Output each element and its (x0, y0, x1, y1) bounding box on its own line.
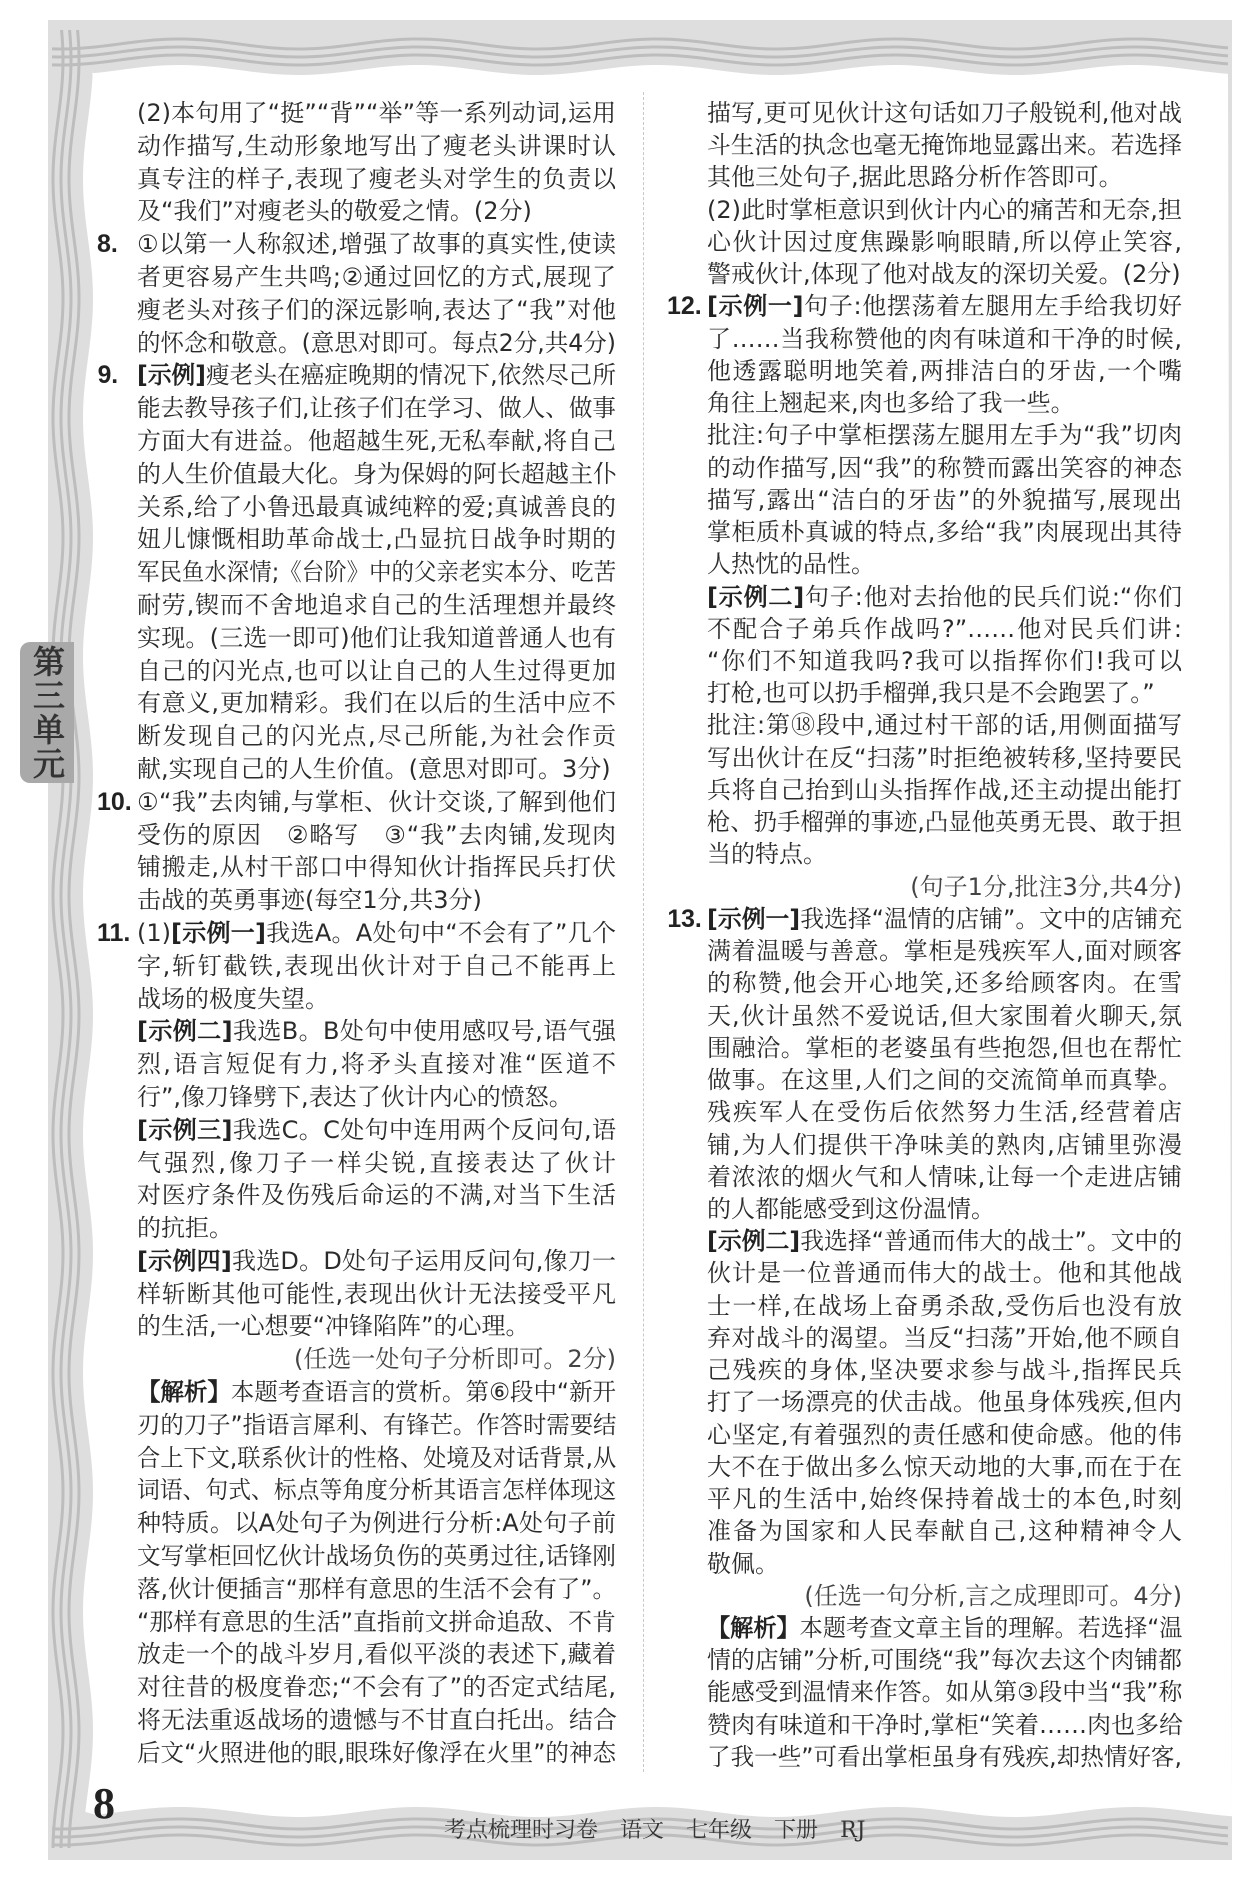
text-line (707, 194, 1182, 226)
text-line (137, 261, 616, 294)
line-text: 打枪,也可以扔手榴弹,我只是不会跑罢了。” (707, 679, 1155, 708)
text-line (707, 484, 1182, 516)
line-text: 情的店铺”分析,可围绕“我”每次去这个肉铺都 (707, 1646, 1182, 1675)
text-line (667, 903, 1183, 935)
text-line (707, 516, 1182, 548)
line-text: 句子:他摆荡着左腿用左手给我切好 (803, 292, 1182, 321)
text-line (707, 806, 1182, 838)
text-line (707, 581, 1182, 613)
text-line (137, 1638, 616, 1671)
footer-grade: 七年级 (686, 1818, 753, 1843)
line-text: 斗生活的执念也毫无掩饰地显露出来。若选择 (707, 131, 1182, 160)
text-line (707, 1676, 1182, 1708)
text-line (707, 1257, 1182, 1289)
example-tag: [示例] (137, 361, 206, 390)
text-line (137, 130, 616, 163)
question-number: 12. (667, 292, 702, 321)
line-text: 己残疾的身体,坚决要求参与战斗,指挥民兵 (707, 1356, 1182, 1385)
text-line (707, 1354, 1182, 1386)
text-line (137, 622, 616, 655)
text-line (707, 1419, 1182, 1451)
text-line (707, 387, 1182, 419)
example-tag: [示例一] (171, 918, 267, 947)
line-text: (2)本句用了“挺”“背”“举”等一系列动词,运用 (137, 99, 616, 127)
text-line (137, 1671, 616, 1704)
example-tag: [示例一] (707, 292, 804, 321)
text-line (137, 425, 616, 458)
score-note: (任选一处句子分析即可。2分) (294, 1345, 616, 1374)
line-text: 者更容易产生共鸣;②通过回忆的方式,展现了 (137, 262, 616, 291)
footer-volume: 下册 (774, 1818, 819, 1843)
text-line (707, 709, 1182, 741)
text-line (707, 1032, 1182, 1064)
line-text: 文写掌柜回忆伙计战场负伤的英勇过往,话锋刚 (137, 1542, 616, 1571)
text-line (707, 161, 1182, 193)
text-line (137, 1048, 616, 1081)
line-text: 字,斩钉截铁,表现出伙计对于自己不能再上 (137, 951, 616, 980)
text-line (137, 1310, 616, 1343)
line-text: 妞儿慷慨相助革命战士,凸显抗日战争时期的 (137, 525, 616, 554)
line-text: 关系,给了小鲁迅最真诚纯粹的爱;真诚善良的 (137, 492, 616, 521)
text-line (707, 677, 1182, 709)
text-line (137, 851, 616, 884)
text-line (707, 1644, 1182, 1676)
text-line (137, 195, 616, 228)
text-line (707, 1322, 1182, 1354)
text-line (137, 819, 616, 852)
text-line (707, 129, 1182, 161)
text-line (137, 1606, 616, 1639)
line-text: 合上下文,联系伙计的性格、处境及对话背景,从 (137, 1443, 617, 1472)
text-line (137, 753, 616, 786)
line-text: 样斩断其他可能性,表现出伙计无法接受平凡 (137, 1279, 616, 1308)
line-text: 铺,为人们提供干净味美的熟肉,店铺里弥漫 (707, 1130, 1182, 1159)
line-text: 准备为国家和人民奉献自己,这种精神令人 (707, 1517, 1182, 1546)
line-text: 他透露聪明地笑着,两排洁白的牙齿,一个嘴 (707, 356, 1182, 385)
text-line (707, 1193, 1182, 1225)
line-text: 的动作描写,因“我”的称赞而露出笑容的神态 (707, 453, 1182, 482)
line-text: 献,实现自己的人生价值。(意思对即可。3分) (137, 754, 611, 783)
footer-book-title: 考点梳理时习卷 (444, 1818, 599, 1843)
score-note: (句子1分,批注3分,共4分) (910, 872, 1182, 901)
text-line (707, 1290, 1182, 1322)
text-line (707, 1096, 1182, 1128)
line-text: 写出伙计在反“扫荡”时拒绝被转移,坚持要民 (707, 743, 1182, 772)
text-line (707, 774, 1182, 806)
example-tag: 【解析】 (707, 1614, 800, 1643)
text-line (137, 1114, 616, 1147)
text-line (137, 523, 616, 556)
line-text: 不配合子弟兵作战吗?”……他对民兵们讲: (707, 614, 1182, 643)
question-number: 8. (97, 230, 118, 259)
text-line (137, 1179, 616, 1212)
text-line (137, 983, 616, 1016)
line-text: 警戒伙计,体现了他对战友的深切关爱。(2分) (707, 260, 1181, 289)
text-line (707, 1741, 1182, 1773)
line-text: 词语、句式、标点等角度分析其语言怎样体现这 (137, 1476, 616, 1505)
line-text: 的人生价值最大化。身为保姆的阿长超越主仆 (137, 459, 617, 488)
text-line (137, 327, 616, 360)
text-line (707, 613, 1182, 645)
text-line (707, 323, 1182, 355)
example-tag: [示例一] (707, 904, 801, 933)
line-text: 战场的极度失望。 (137, 984, 329, 1013)
text-line (707, 935, 1182, 967)
line-text: 满着温暖与善意。掌柜是残疾军人,面对顾客 (707, 937, 1182, 966)
text-line (97, 917, 617, 950)
text-line (137, 950, 616, 983)
text-line (137, 1442, 616, 1475)
line-text: 我选择“普通而伟大的战士”。文中的 (800, 1227, 1183, 1256)
line-text: 能去教导孩子们,让孩子们在学习、做人、做事 (137, 394, 616, 423)
text-line (707, 258, 1182, 290)
line-text: 耐劳,锲而不舍地追求自己的生活理想并最终 (137, 590, 616, 619)
text-line (707, 967, 1182, 999)
line-text: 行”,像刀锋劈下,表达了伙计内心的愤怒。 (137, 1082, 573, 1111)
answer-column-right (667, 97, 1184, 1773)
text-line (137, 97, 616, 130)
line-text: 动作描写,生动形象地写出了瘦老头讲课时认 (137, 131, 616, 160)
text-line (97, 228, 616, 261)
text-line (137, 163, 616, 196)
line-text: 残疾军人在受伤后依然努力生活,经营着店 (707, 1098, 1182, 1127)
text-line (707, 1064, 1182, 1096)
footer-subject: 语文 (620, 1818, 665, 1843)
line-text: 做事。在这里,人们之间的交流简单而真挚。 (707, 1066, 1182, 1095)
text-line (137, 1409, 616, 1442)
example-tag: [示例二] (137, 1017, 233, 1046)
text-line (137, 294, 616, 327)
line-text: 我选择“温情的店铺”。文中的店铺充 (800, 904, 1183, 933)
text-line (137, 556, 616, 589)
line-text: 自己的闪光点,也可以让自己的人生过得更加 (137, 656, 616, 685)
page-number: 8 (93, 1779, 115, 1828)
line-text: 弃对战斗的渴望。当反“扫荡”开始,他不顾自 (707, 1323, 1182, 1352)
line-text: 刃的刀子”指语言犀利、有锋芒。作答时需要结 (137, 1410, 617, 1439)
line-text: 击战的英勇事迹(每空1分,共3分) (137, 886, 482, 915)
line-text: 将无法重返战场的遗憾与不甘直白托出。结合 (137, 1706, 617, 1735)
line-text: 赞肉有味道和干净时,掌柜“笑着……肉也多给 (707, 1710, 1184, 1739)
text-line (137, 1573, 616, 1606)
line-text: 天,伙计虽然不爱说话,但大家围着火聊天,氛 (707, 1001, 1182, 1030)
line-text: 气强烈,像刀子一样尖锐,直接表达了伙计 (137, 1148, 616, 1177)
example-tag: [示例二] (707, 1227, 801, 1256)
text-line (707, 226, 1182, 258)
line-text: 能感受到温情来作答。如从第③段中当“我”称 (707, 1678, 1183, 1707)
line-text: 的怀念和敬意。(意思对即可。每点2分,共4分) (137, 328, 616, 357)
question-number: 10. (97, 787, 132, 816)
sub-question-label: (1) (137, 918, 171, 947)
line-text: 角往上翘起来,肉也多给了我一些。 (707, 389, 1075, 418)
question-number: 11. (97, 918, 131, 947)
line-text: 句子:他对去抬他的民兵们说:“你们 (804, 582, 1183, 611)
line-text: 对医疗条件及伤残后命运的不满,对当下生活 (137, 1181, 616, 1210)
unit-side-tab-label: 第三单元 (28, 644, 66, 781)
line-text: 方面大有进益。他超越生死,无私奉献,将自己 (137, 426, 616, 455)
line-text: 了……当我称赞他的肉有味道和干净的时候, (707, 324, 1182, 353)
page-footer (430, 1788, 887, 1844)
example-tag: [示例四] (137, 1246, 232, 1275)
text-line (137, 1278, 616, 1311)
text-line (137, 1704, 616, 1737)
text-line (707, 1225, 1182, 1257)
text-line (137, 1147, 616, 1180)
line-text: 其他三处句子,据此思路分析作答即可。 (707, 163, 1123, 192)
line-text: 有意义,更加精彩。我们在以后的生活中应不 (137, 689, 616, 718)
line-text: 我选D。D处句子运用反问句,像刀一 (231, 1246, 617, 1275)
text-line (137, 458, 616, 491)
line-text: 的生活,一心想要“冲锋陷阵”的心理。 (137, 1312, 530, 1341)
text-line (707, 452, 1182, 484)
line-text: 的人都能感受到这份温情。 (707, 1194, 995, 1223)
line-text: 当的特点。 (707, 840, 827, 869)
text-line (137, 1507, 616, 1540)
text-line (707, 419, 1182, 451)
text-line (137, 1474, 616, 1507)
text-line (137, 720, 616, 753)
line-text: 受伤的原因 ②略写 ③“我”去肉铺,发现肉 (137, 820, 616, 849)
text-line (137, 1737, 616, 1770)
text-line (707, 355, 1182, 387)
line-text: (2)此时掌柜意识到伙计内心的痛苦和无奈,担 (707, 195, 1182, 224)
line-text: 烈,语言短促有力,将矛头直接对准“医道不 (137, 1050, 616, 1079)
text-line (707, 97, 1182, 129)
text-line (137, 884, 616, 917)
line-text: 打了一场漂亮的伏击战。他虽身体残疾,但内 (707, 1388, 1182, 1417)
line-text: “你们不知道我吗?我可以指挥你们!我可以 (707, 646, 1182, 675)
line-text: 放走一个的战斗岁月,看似平淡的表述下,藏着 (137, 1640, 616, 1669)
text-line (137, 589, 616, 622)
line-text: 的抗拒。 (137, 1214, 233, 1243)
question-number: 9. (97, 361, 119, 390)
line-text: 心伙计因过度焦躁影响眼睛,所以停止笑容, (707, 227, 1182, 256)
line-text: 兵将自己抬到山头指挥作战,还主动提出能打 (707, 775, 1182, 804)
example-tag: [示例二] (707, 582, 805, 611)
line-text: 伙计是一位普通而伟大的战士。他和其他战 (707, 1259, 1182, 1288)
text-line (707, 1515, 1182, 1547)
text-line (97, 786, 616, 819)
text-line (707, 1161, 1182, 1193)
text-line (707, 1000, 1182, 1032)
text-line (707, 1548, 1182, 1580)
text-line (137, 1015, 616, 1048)
line-text: 断发现自己的闪光点,尽己所能,为社会作贡 (137, 722, 616, 751)
line-text: 落,伙计便插言“那样有意思的生活不会有了”。 (137, 1574, 616, 1603)
line-text: ①“我”去肉铺,与掌柜、伙计交谈,了解到他们 (137, 787, 616, 816)
line-text: 敬佩。 (707, 1549, 779, 1578)
line-text: ①以第一人称叙述,增强了故事的真实性,使读 (137, 230, 616, 259)
text-line (137, 1376, 616, 1409)
line-text: 瘦老头在癌症晚期的情况下,依然尽己所 (205, 361, 616, 390)
line-text: 实现。(三选一即可)他们让我知道普通人也有 (137, 623, 616, 652)
text-line (707, 1612, 1182, 1644)
question-number: 13. (667, 904, 702, 933)
line-text: 枪、扔手榴弹的事迹,凸显他英勇无畏、敢于担 (707, 808, 1182, 837)
text-line (667, 290, 1182, 322)
line-text: 了我一些”可看出掌柜虽身有残疾,却热情好客, (707, 1742, 1182, 1771)
line-text: 我选B。B处句中使用感叹号,语气强 (232, 1017, 617, 1046)
text-line (707, 1709, 1182, 1741)
line-text: 我选A。A处句中“不会有了”几个 (266, 918, 617, 947)
line-text: 着浓浓的烟火气和人情味,让每一个走进店铺 (707, 1162, 1182, 1191)
text-line (137, 1081, 616, 1114)
line-text: 批注:第⑱段中,通过村干部的话,用侧面描写 (707, 711, 1182, 740)
line-text: 铺搬走,从村干部口中得知伙计指挥民兵打伏 (137, 853, 616, 882)
line-text: 真专注的样子,表现了瘦老头对学生的负责以 (137, 164, 616, 193)
text-line (707, 1483, 1182, 1515)
text-line (707, 742, 1182, 774)
text-line (137, 655, 616, 688)
line-text: 我选C。C处句中连用两个反问句,语 (232, 1115, 616, 1144)
text-line (97, 359, 616, 392)
example-tag: 【解析】 (137, 1378, 231, 1407)
text-line (707, 548, 1182, 580)
text-line (707, 1451, 1182, 1483)
line-text: 军民鱼水深情;《台阶》中的父亲老实本分、吃苦 (137, 558, 617, 587)
line-text: 掌柜质朴真诚的特点,多给“我”肉展现出其待 (707, 518, 1182, 547)
answer-column-left (97, 97, 617, 1770)
line-text: 瘦老头对孩子们的深远影响,表达了“我”对他 (137, 295, 616, 324)
text-line (707, 838, 1182, 870)
line-text: 对往昔的极度眷恋;“不会有了”的否定式结尾, (137, 1673, 616, 1702)
line-text: 士一样,在战场上奋勇杀敌,受伤后也没有放 (707, 1291, 1182, 1320)
text-line (137, 1245, 616, 1278)
line-text: 描写,更可见伙计这句话如刀子般锐利,他对战 (707, 99, 1182, 127)
text-line (137, 392, 616, 425)
line-text: 人热忱的品性。 (707, 550, 875, 579)
line-text: “那样有意思的生活”直指前文拼命追敌、不肯 (137, 1607, 616, 1636)
text-line (707, 645, 1182, 677)
line-text: 平凡的生活中,始终保持着战士的本色,时刻 (707, 1485, 1182, 1514)
text-line (137, 687, 616, 720)
text-line (137, 1212, 616, 1245)
line-text: 大不在于做出多么惊天动地的大事,而在于在 (707, 1452, 1182, 1481)
text-line (137, 1540, 616, 1573)
unit-side-tab (20, 642, 74, 783)
footer-edition: RJ (840, 1818, 866, 1843)
text-line (707, 1386, 1182, 1418)
score-note: (任选一句分析,言之成理即可。4分) (804, 1581, 1182, 1610)
line-text: 及“我们”对瘦老头的敬爱之情。(2分) (137, 197, 532, 226)
line-text: 心坚定,有着强烈的责任感和使命感。他的伟 (707, 1420, 1182, 1449)
line-text: 本题考查语言的赏析。第⑥段中“新开 (230, 1378, 617, 1407)
line-text: 批注:句子中掌柜摆荡左腿用左手为“我”切肉 (707, 421, 1182, 450)
text-line (137, 491, 616, 524)
text-line (707, 1129, 1182, 1161)
line-text: 本题考查文章主旨的理解。若选择“温 (799, 1614, 1183, 1643)
example-tag: [示例三] (137, 1115, 233, 1144)
line-text: 的称赞,他会开心地笑,还多给顾客肉。在雪 (707, 969, 1182, 998)
line-text: 围融洽。掌柜的老婆虽有些抱怨,但也在帮忙 (707, 1033, 1182, 1062)
column-divider (643, 92, 644, 1772)
line-text: 种特质。以A处句子为例进行分析:A处句子前 (137, 1509, 616, 1538)
line-text: 后文“火照进他的眼,眼珠好像浮在火里”的神态 (137, 1738, 616, 1767)
line-text: 描写,露出“洁白的牙齿”的外貌描写,展现出 (707, 485, 1182, 514)
